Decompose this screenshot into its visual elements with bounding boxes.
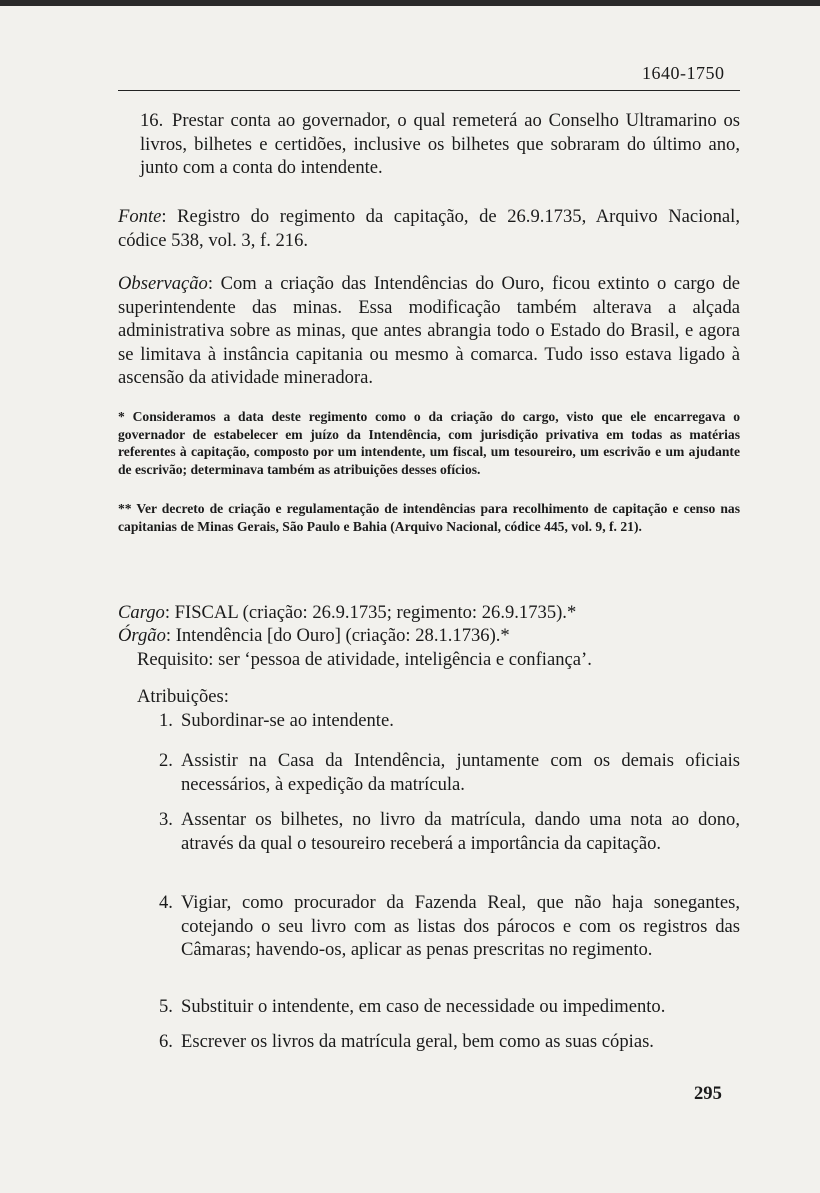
observation-label: Observação — [118, 273, 208, 294]
page-number: 295 — [694, 1083, 722, 1104]
orgao-line — [118, 624, 740, 648]
item-number: 1. — [159, 710, 173, 731]
running-head: 1640-1750 — [642, 63, 725, 83]
orgao-label: Órgão — [118, 625, 166, 646]
source-label: Fonte — [118, 206, 162, 227]
atribuicoes-title: Atribuições: — [137, 686, 229, 707]
observation-note — [118, 272, 740, 390]
observation-text: : Com a criação das Intendências do Ouro, ficou extinto o cargo de superintendente das minas. Essa modificação também alterava a alçada administrativa sobre as minas, que antes abrangia todo o Estado do Brasil, e agora se limitava à instância capitania ou mesmo à comarca. Tudo isso estava ligado à ascensão da atividade mineradora. — [118, 273, 740, 388]
item-number: 5. — [159, 996, 173, 1017]
header-rule — [118, 90, 740, 91]
item-16 — [140, 109, 740, 180]
cargo-label: Cargo — [118, 602, 165, 623]
scan-edge — [0, 0, 820, 6]
footnote-1: * Consideramos a data deste regimento como o da criação do cargo, visto que ele encarregava o governador de estabelecer em juízo da Intendência, com jurisdição privativa em todas as matérias referentes à capitação, composto por um intendente, um fiscal, um tesoureiro, um escrivão e um ajudante de escrivão; determinava também as atribuições desses ofícios. — [118, 409, 740, 477]
item-number: 2. — [159, 750, 173, 771]
list-item: Vigiar, como procurador da Fazenda Real, que não haja sonegantes, cotejando o seu livro com as listas dos párocos e com os registros das Câmaras; havendo-os, aplicar as penas prescritas no regimento. — [181, 892, 740, 960]
requisito-line: Requisito: ser ‘pessoa de atividade, inteligência e confiança’. — [137, 649, 592, 670]
source-note — [118, 205, 740, 252]
orgao-text: : Intendência [do Ouro] (criação: 28.1.1736).* — [165, 625, 510, 646]
item-16-text: Prestar conta ao governador, o qual remeterá ao Conselho Ultramarino os livros, bilhetes e certidões, inclusive os bilhetes que sobraram do último ano, junto com a conta do intendente. — [140, 110, 740, 178]
footnote-2: ** Ver decreto de criação e regulamentação de intendências para recolhimento de capitação e censo nas capitanias de Minas Gerais, São Paulo e Bahia (Arquivo Nacional, códice 445, vol. 9, f. 21). — [118, 501, 740, 534]
cargo-line — [118, 601, 740, 625]
source-text: : Registro do regimento da capitação, de 26.9.1735, Arquivo Nacional, códice 538, vol. 3, f. 216. — [118, 206, 740, 251]
list-item: Escrever os livros da matrícula geral, bem como as suas cópias. — [181, 1031, 654, 1052]
list-item: Assentar os bilhetes, no livro da matrícula, dando uma nota ao dono, através da qual o tesoureiro receberá a importância da capitação. — [181, 809, 740, 854]
cargo-text: : FISCAL (criação: 26.9.1735; regimento: 26.9.1735).* — [164, 602, 577, 623]
list-item: Assistir na Casa da Intendência, juntamente com os demais oficiais necessários, à expedição da matrícula. — [181, 750, 740, 795]
item-16-number: 16. — [140, 110, 164, 131]
item-number: 4. — [159, 892, 173, 913]
item-number: 6. — [159, 1031, 173, 1052]
item-number: 3. — [159, 809, 173, 830]
list-item: Subordinar-se ao intendente. — [181, 710, 394, 731]
list-item: Substituir o intendente, em caso de necessidade ou impedimento. — [181, 996, 666, 1017]
